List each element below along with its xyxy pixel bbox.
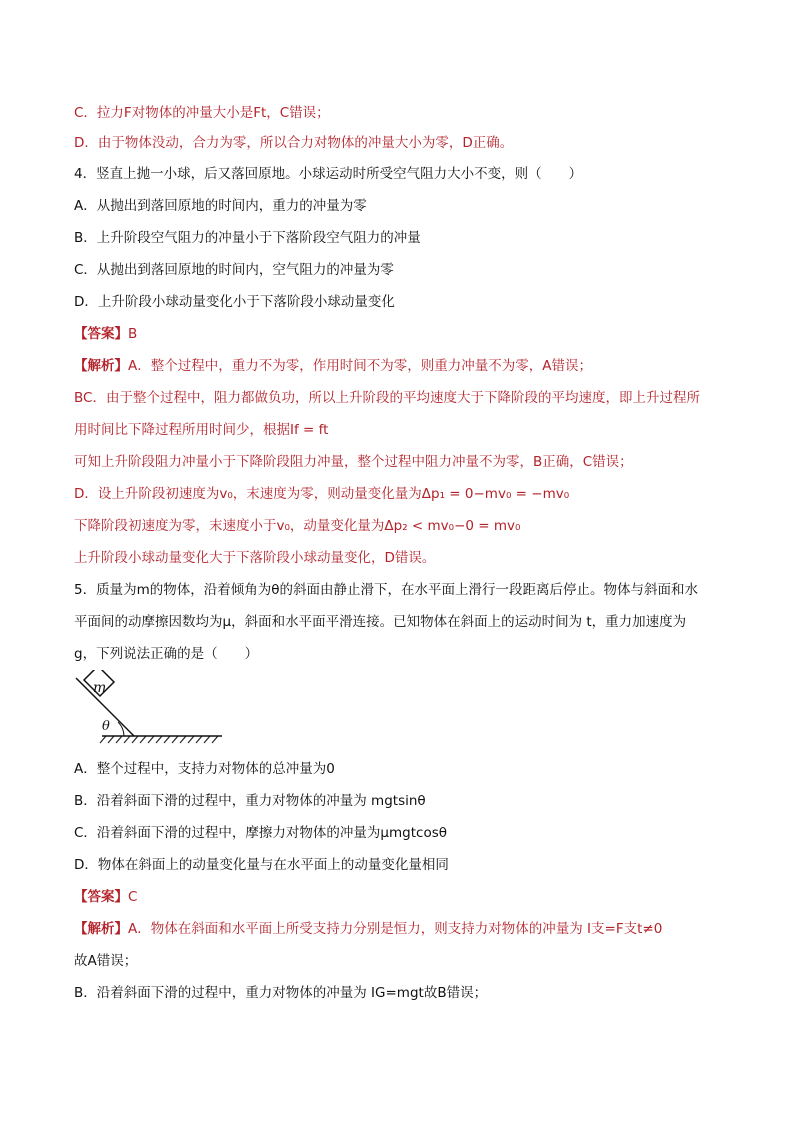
analysis-text: A．物体在斜面和水平面上所受支持力分别是恒力，则支持力对物体的冲量为 I支=F支t≠0 [128, 921, 663, 937]
analysis-4-line-4: 可知上升阶段阻力冲量小于下降阶段阻力冲量，整个过程中阻力冲量不为零，B正确，C错误； [74, 454, 633, 470]
incline-diagram [72, 670, 232, 750]
answer-value: B [128, 326, 138, 342]
text-line: D．由于物体没动，合力为零，所以合力对物体的冲量大小为零，D正确。 [74, 135, 514, 151]
analysis-tag: 【解析】 [74, 358, 128, 374]
mass-label: m [93, 680, 107, 696]
analysis-5-line-2: 故A错误； [74, 953, 138, 969]
analysis-4-line-3: 用时间比下降过程所用时间少，根据If = ft [74, 422, 329, 438]
question-5-option-b: B．沿着斜面下滑的过程中，重力对物体的冲量为 mgtsinθ [74, 793, 426, 809]
analysis-4-line-2: BC．由于整个过程中，阻力都做负功，所以上升阶段的平均速度大于下降阶段的平均速度，即上升过程所 [74, 390, 700, 406]
answer-tag: 【答案】 [74, 889, 128, 905]
question-5-option-c: C．沿着斜面下滑的过程中，摩擦力对物体的冲量为μmgtcosθ [74, 825, 448, 841]
question-4-stem: 4．竖直上抛一小球，后又落回原地。小球运动时所受空气阻力大小不变，则（ ） [74, 166, 583, 182]
analysis-5-line-1 [74, 920, 734, 938]
question-5-option-d: D．物体在斜面上的动量变化量与在水平面上的动量变化量相同 [74, 857, 449, 873]
question-4-option-d: D．上升阶段小球动量变化小于下落阶段小球动量变化 [74, 294, 395, 310]
question-4-option-c: C．从抛出到落回原地的时间内，空气阻力的冲量为零 [74, 262, 394, 278]
question-4-option-a: A．从抛出到落回原地的时间内，重力的冲量为零 [74, 198, 367, 214]
analysis-4-line-1 [74, 357, 734, 375]
answer-4 [74, 325, 734, 343]
analysis-5-line-3: B．沿着斜面下滑的过程中，重力对物体的冲量为 IG=mgt故B错误； [74, 985, 488, 1001]
analysis-4-line-7: 上升阶段小球动量变化大于下落阶段小球动量变化，D错误。 [74, 550, 436, 566]
analysis-text: A．整个过程中，重力不为零，作用时间不为零，则重力冲量不为零，A错误； [128, 358, 592, 374]
question-5-stem-3: g，下列说法正确的是（ ） [74, 646, 259, 662]
question-5-stem-1: 5．质量为m的物体，沿着倾角为θ的斜面由静止滑下，在水平面上滑行一段距离后停止。物体与斜面和水 [74, 582, 698, 598]
text-line: C．拉力F对物体的冲量大小是Ft，C错误； [74, 105, 330, 121]
analysis-tag: 【解析】 [74, 921, 128, 937]
analysis-4-line-5: D．设上升阶段初速度为v₀，末速度为零，则动量变化量为Δp₁ = 0−mv₀ = −mv₀ [74, 486, 570, 502]
angle-label: θ [102, 719, 110, 734]
question-5-stem-2: 平面间的动摩擦因数均为μ，斜面和水平面平滑连接。已知物体在斜面上的运动时间为 t，重力加速度为 [74, 614, 687, 630]
answer-5 [74, 888, 734, 906]
answer-value: C [128, 889, 138, 905]
question-5-option-a: A．整个过程中，支持力对物体的总冲量为0 [74, 761, 335, 777]
question-4-option-b: B．上升阶段空气阻力的冲量小于下落阶段空气阻力的冲量 [74, 230, 421, 246]
analysis-4-line-6: 下降阶段初速度为零，末速度小于v₀，动量变化量为Δp₂ < mv₀−0 = mv₀ [74, 518, 521, 534]
answer-tag: 【答案】 [74, 326, 128, 342]
